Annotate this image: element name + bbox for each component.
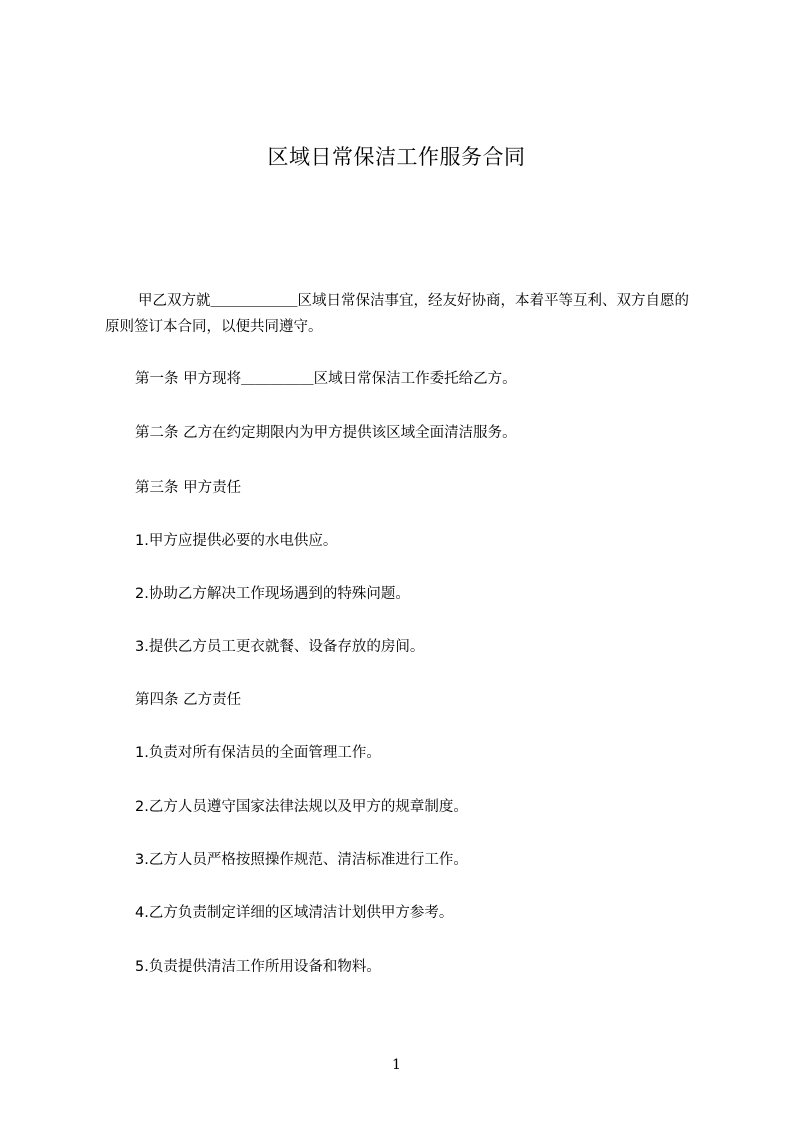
list-item: 3.乙方人员严格按照操作规范、清洁标准进行工作。 xyxy=(135,852,468,868)
list-item: 3.提供乙方员工更衣就餐、设备存放的房间。 xyxy=(135,639,425,655)
list-item: 2.乙方人员遵守国家法律法规以及甲方的规章制度。 xyxy=(135,799,468,815)
clause-3-heading: 第三条 甲方责任 xyxy=(135,480,242,496)
clause-1: 第一条 甲方现将＿＿＿＿＿区域日常保洁工作委托给乙方。 xyxy=(135,371,517,387)
clause-2: 第二条 乙方在约定期限内为甲方提供该区域全面清洁服务。 xyxy=(135,425,517,441)
page-number: 1 xyxy=(392,1057,401,1073)
intro-paragraph: 甲乙双方就＿＿＿＿＿＿区域日常保洁事宜，经友好协商，本着平等互利、双方自愿的原则签订本合同，以便共同遵守。 xyxy=(105,293,689,335)
clause-4-heading: 第四条 乙方责任 xyxy=(135,692,242,708)
list-item: 1.甲方应提供必要的水电供应。 xyxy=(135,533,338,549)
list-item: 5.负责提供清洁工作所用设备和物料。 xyxy=(135,959,381,975)
document-title: 区域日常保洁工作服务合同 xyxy=(267,145,526,169)
list-item: 4.乙方负责制定详细的区域清洁计划供甲方参考。 xyxy=(135,905,454,921)
list-item: 1.负责对所有保洁员的全面管理工作。 xyxy=(135,745,381,761)
list-item: 2.协助乙方解决工作现场遇到的特殊问题。 xyxy=(135,586,410,602)
